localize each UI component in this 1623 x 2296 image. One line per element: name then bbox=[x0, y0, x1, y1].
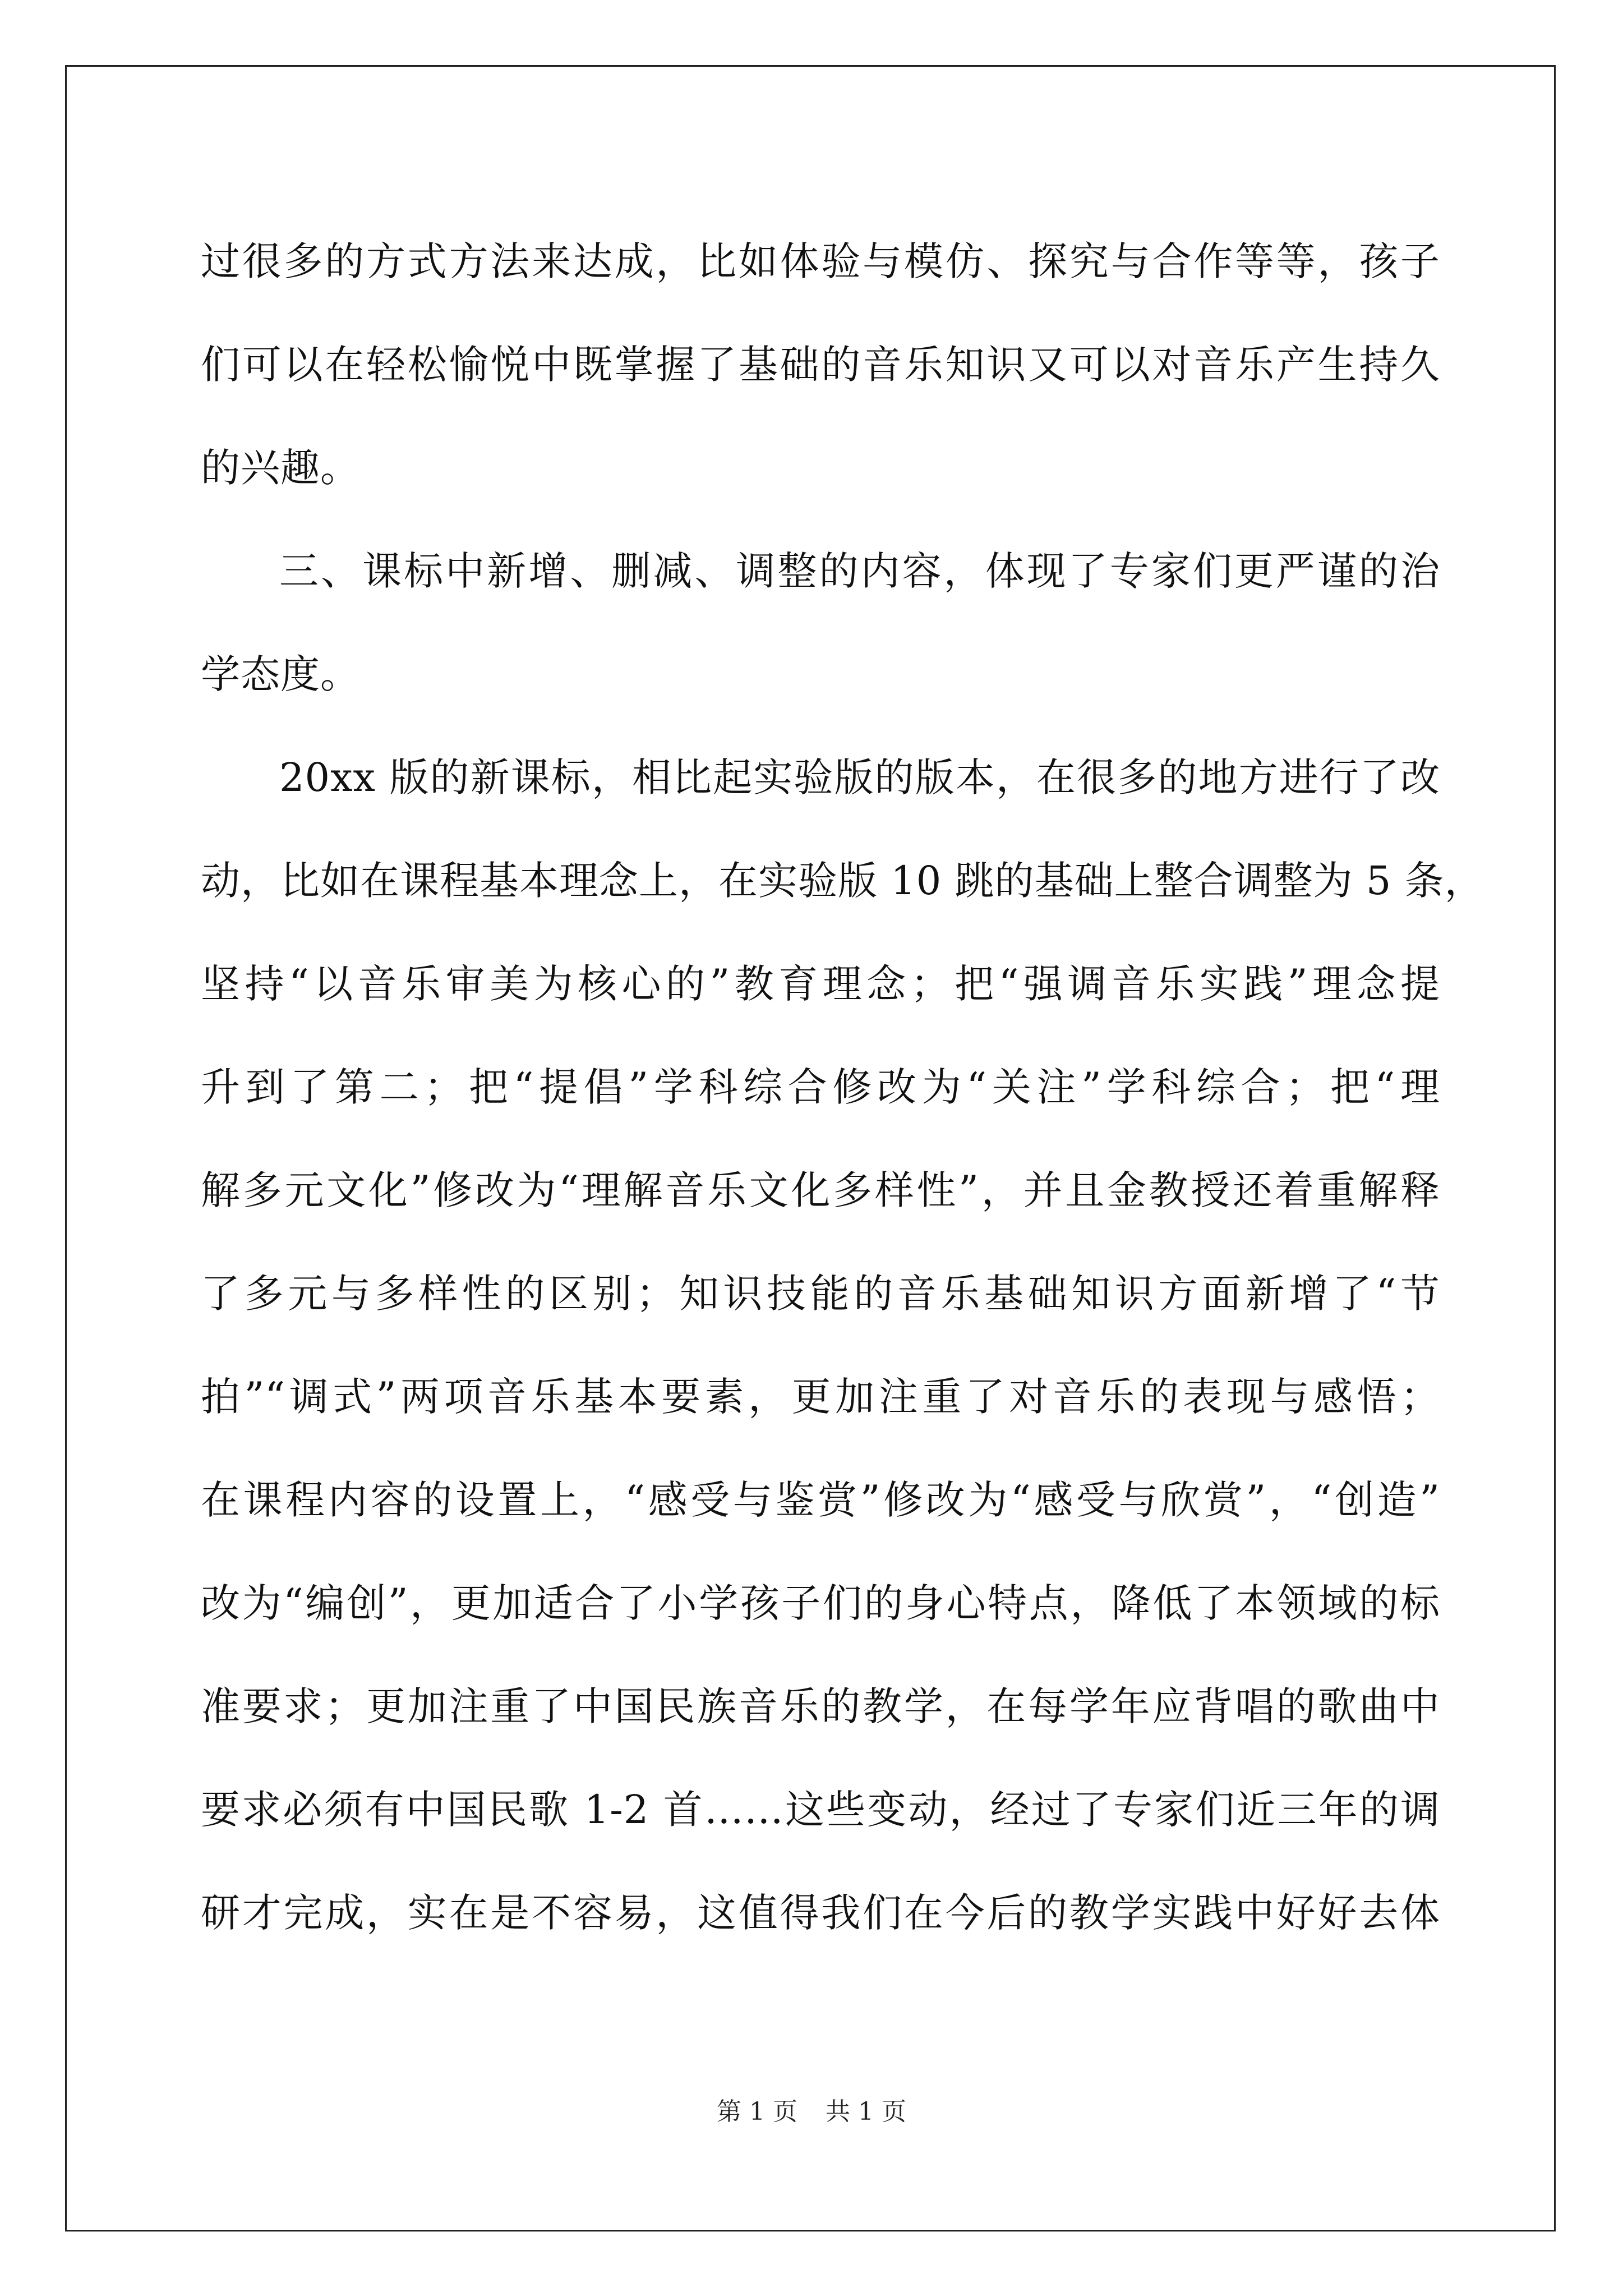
text-line: 要求必须有中国民歌 1-2 首……这些变动，经过了专家们近三年的调 bbox=[201, 1787, 1440, 1833]
text-line: 20xx 版的新课标，相比起实验版的版本，在很多的地方进行了改 bbox=[279, 754, 1440, 800]
text-line: 的兴趣。 bbox=[201, 445, 360, 491]
text-line: 改为“编创”，更加适合了小学孩子们的身心特点，降低了本领域的标 bbox=[201, 1580, 1440, 1626]
text-line: 动，比如在课程基本理念上，在实验版 10 跳的基础上整合调整为 5 条， bbox=[201, 858, 1484, 904]
page-footer bbox=[0, 2091, 1623, 2127]
text-line: 研才完成，实在是不容易，这值得我们在今后的教学实践中好好去体 bbox=[201, 1890, 1440, 1936]
document-body bbox=[201, 210, 1484, 1964]
text-line: 拍”“调式”两项音乐基本要素，更加注重了对音乐的表现与感悟； bbox=[201, 1374, 1440, 1420]
text-line: 过很多的方式方法来达成，比如体验与模仿、探究与合作等等，孩子 bbox=[201, 238, 1440, 284]
section-heading-line: 学态度。 bbox=[201, 651, 360, 697]
page-number: 第 1 页 bbox=[717, 2097, 797, 2126]
text-line: 升到了第二；把“提倡”学科综合修改为“关注”学科综合；把“理 bbox=[201, 1064, 1440, 1110]
text-line: 了多元与多样性的区别；知识技能的音乐基础知识方面新增了“节 bbox=[201, 1271, 1440, 1317]
text-line: 解多元文化”修改为“理解音乐文化多样性”，并且金教授还着重解释 bbox=[201, 1167, 1440, 1213]
page-count: 共 1 页 bbox=[826, 2097, 906, 2126]
text-line: 准要求；更加注重了中国民族音乐的教学，在每学年应背唱的歌曲中 bbox=[201, 1683, 1440, 1729]
text-line: 坚持“以音乐审美为核心的”教育理念；把“强调音乐实践”理念提 bbox=[201, 961, 1440, 1007]
text-line: 们可以在轻松愉悦中既掌握了基础的音乐知识又可以对音乐产生持久 bbox=[201, 342, 1440, 388]
text-line: 在课程内容的设置上，“感受与鉴赏”修改为“感受与欣赏”，“创造” bbox=[201, 1477, 1440, 1523]
section-heading-line: 三、课标中新增、删减、调整的内容，体现了专家们更严谨的治 bbox=[279, 548, 1440, 594]
